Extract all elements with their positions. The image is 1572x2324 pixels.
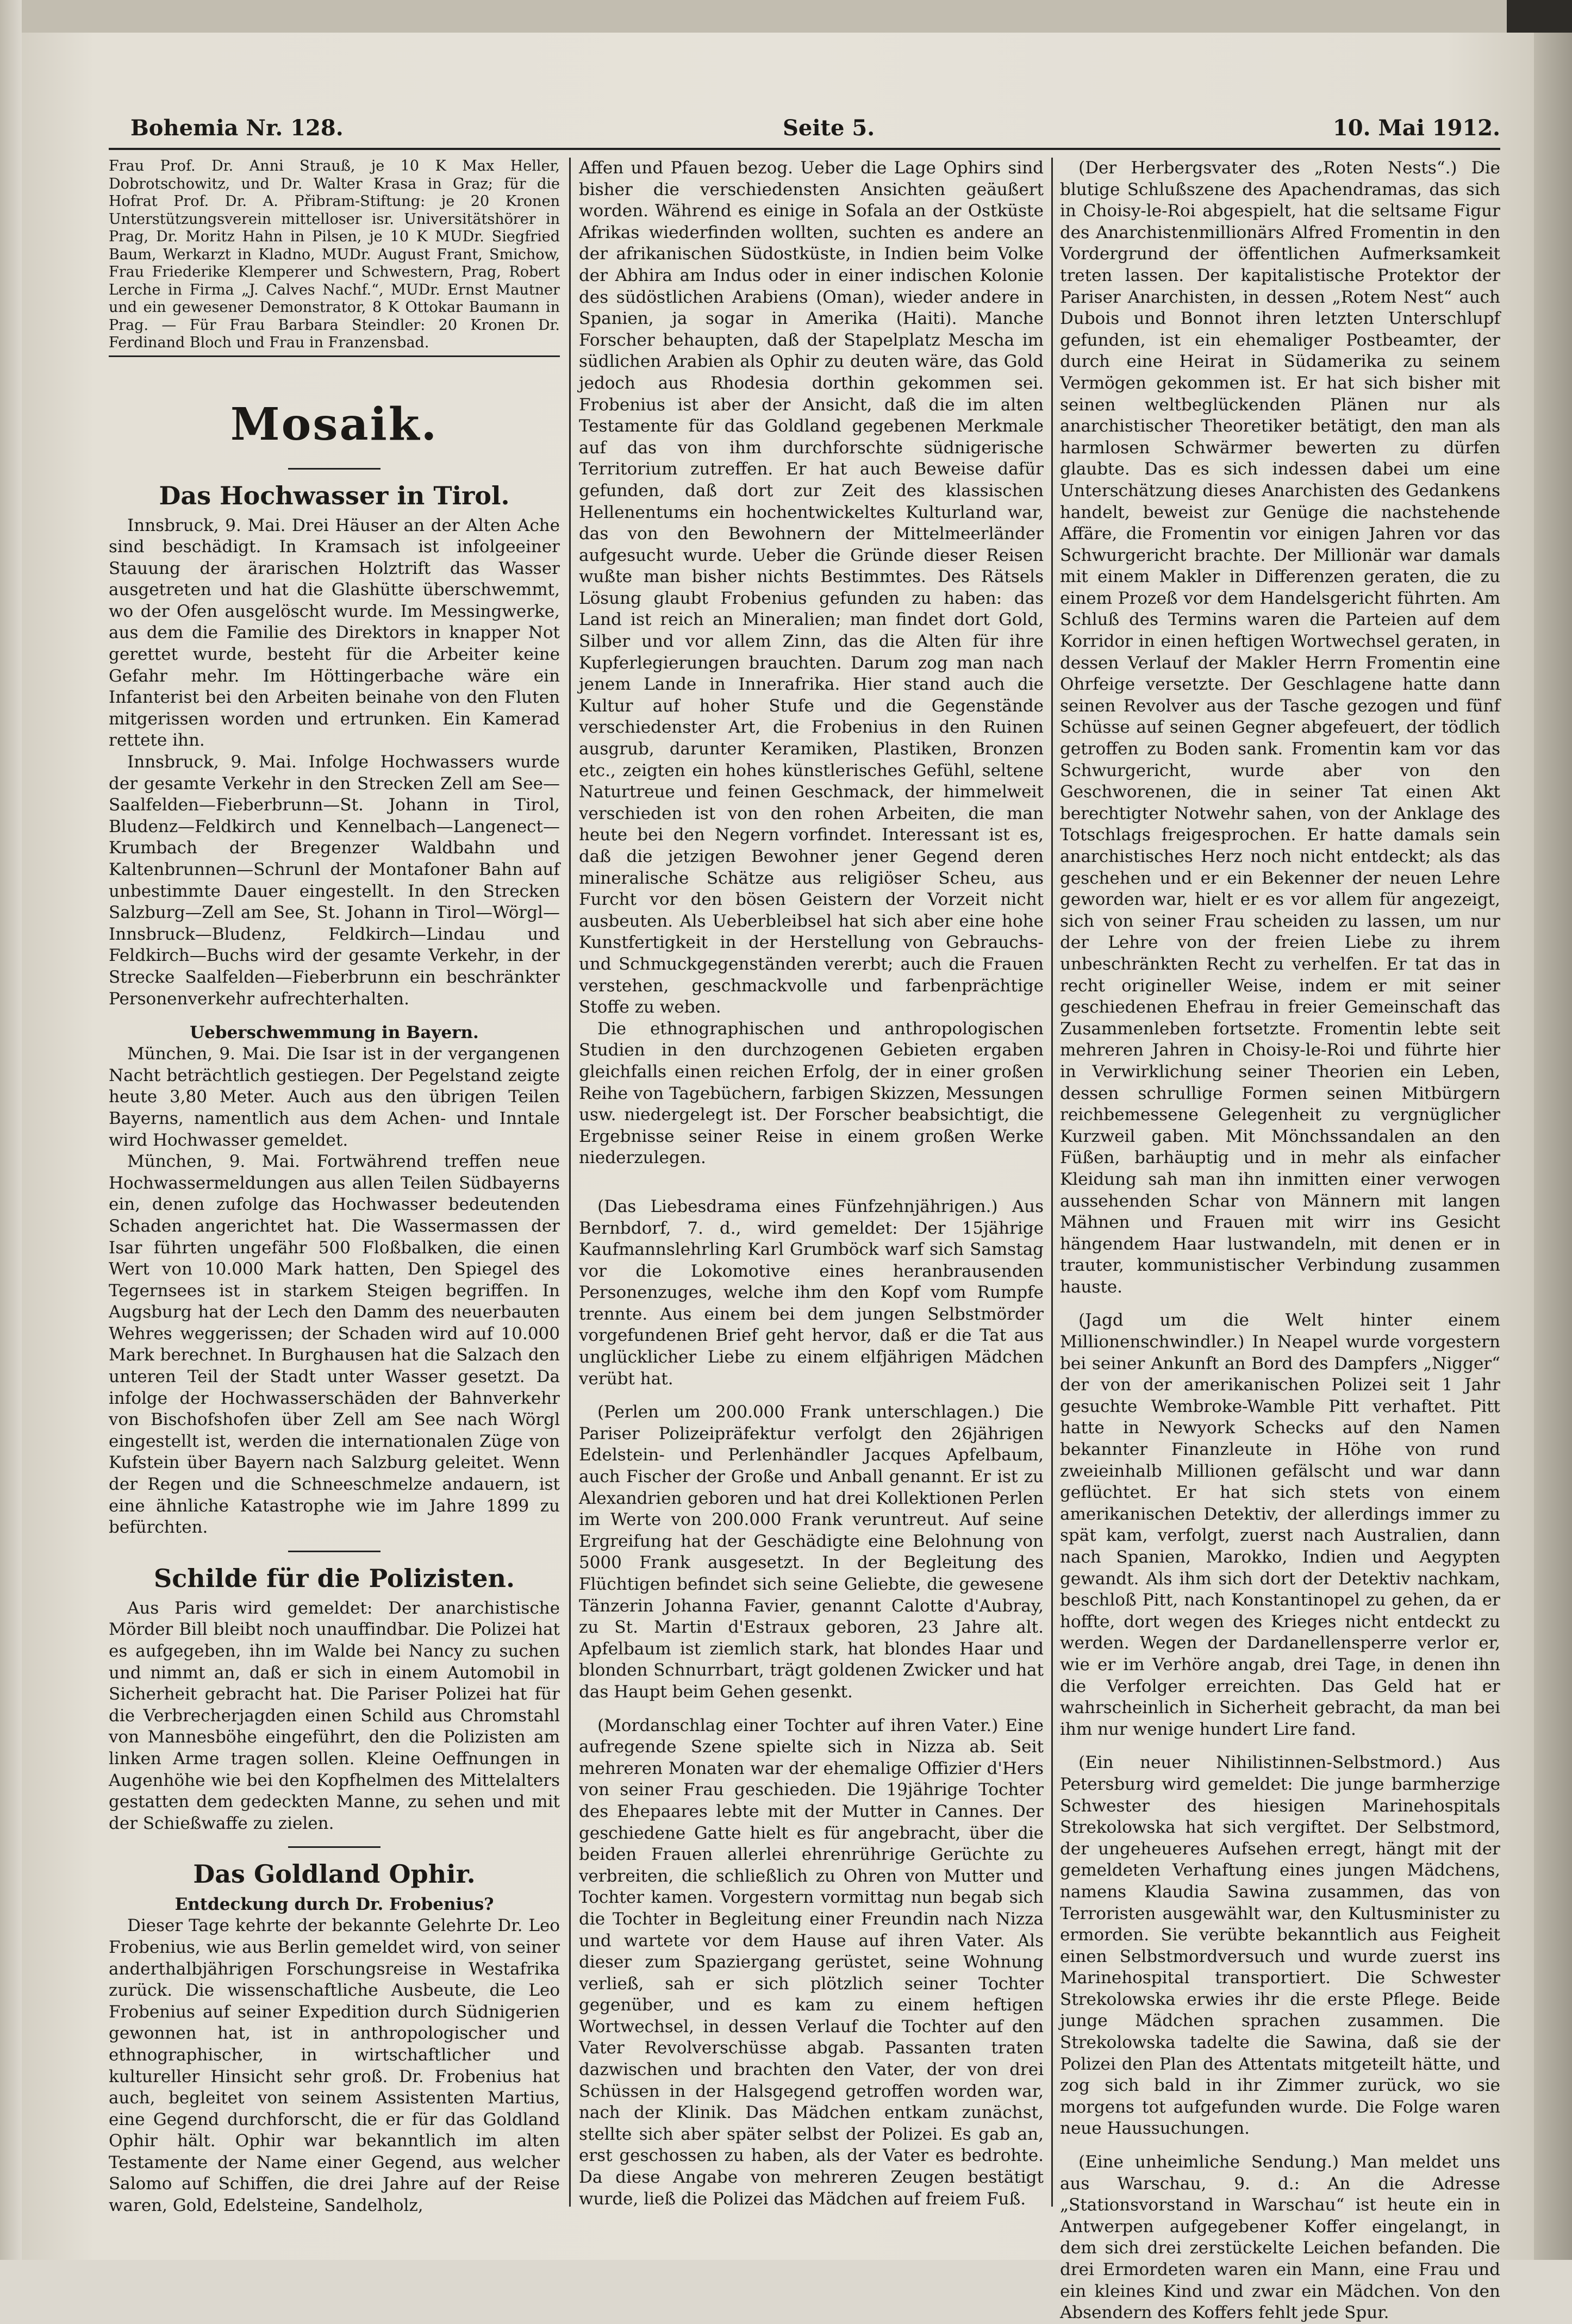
section-title-mosaik: Mosaik. [230, 398, 439, 451]
news-item-mordanschlag: (Mordanschlag einer Tochter auf ihren Vater.) Eine aufregende Szene spielte sich in Nizza ab. Seit mehreren Monaten war der ehemalige Offizier d'Hers von seiner Frau geschieden. Die 19jährige Tochter des Ehepaares lebte mit der Mutter in Cannes. Der geschiedene Gatte hielt es für angebracht, über die beiden Frauen allerlei ehrenrührige Gerüchte zu verbreiten, die schließlich zu Ohren von Mutter und Tochter kamen. Vorgestern vormittag nun begab sich die Tochter in Begleitung einer Freundin nach Nizza und wartete vor dem Hause auf ihren Vater. Als dieser zum Spaziergang gerüstet, seine Wohnung verließ, sah er sich plötzlich seiner Tochter gegenüber, und es kam zu einem heftigen Wortwechsel, in dessen Verlauf die Tochter auf den Vater Revolverschüsse abgab. Passanten traten dazwischen und brachten den Vater, der von drei Schüssen in der Halsgegend getroffen worden war, nach der Klinik. Das Mädchen entkam zunächst, stellte sich aber später selbst der Polizei. Es gab an, erst geschossen zu haben, als der Vater es bedrohte. Da diese Angabe von mehreren Zeugen bestätigt wurde, ließ die Polizei das Mädchen auf freiem Fuß. [579, 1715, 1044, 2209]
column-1 [109, 158, 560, 2216]
article-subtitle-ophir: Entdeckung durch Dr. Frobenius? [174, 1895, 494, 1915]
column-divider-2 [1051, 158, 1053, 2207]
column-divider-1 [569, 158, 571, 2207]
header-rule [109, 148, 1500, 150]
page-number: Seite 5. [783, 115, 875, 141]
column-2 [579, 158, 1044, 2223]
article-paragraph: Dieser Tage kehrte der bekannte Gelehrte Dr. Leo Frobenius, wie aus Berlin gemeldet wird, von seiner anderthalbjährigen Forschungsreise in Westafrika zurück. Die wissenschaftliche Ausbeute, die Leo Frobenius auf seiner Expedition durch Südnigerien gewonnen hat, ist in anthropologischer und ethnographischer, in wirtschaftlicher und kultureller Hinsicht sehr groß. Dr. Frobenius hat auch, begleitet von seinem Assistenten Martius, eine Gegend durchforscht, die er für das Goldland Ophir hält. Ophir war bekanntlich im alten Testamente der Name einer Gegend, aus welcher Salomo auf Schiffen, die drei Jahre auf der Reise waren, Gold, Edelsteine, Sandelholz, [109, 1916, 560, 2216]
article-paragraph: Aus Paris wird gemeldet: Der anarchistische Mörder Bill bleibt noch unauffindbar. Die Polizei hat es aufgegeben, ihn im Walde bei Nancy zu suchen und nimmt an, daß er sich in einem Automobil in Sicherheit gebracht hat. Die Pariser Polizei hat für die Verbrecherjagden einen Schild aus Chromstahl von Mannesböhe eingeführt, den die Polizisten am linken Arme tragen sollen. Kleine Oeffnungen in Augenhöhe wie bei den Kopfhelmen des Mittelalters gestatten dem gedeckten Manne, zu sehen und mit der Schießwaffe zu zielen. [109, 1598, 560, 1833]
article-paragraph: Innsbruck, 9. Mai. Infolge Hochwassers wurde der gesamte Verkehr in den Strecken Zell am See—Saalfelden—Fieberbrunn—St. Johann in Tirol, Bludenz—Feldkirch und Kennelbach—Langenect—Krumbach der Bregenzer Waldbahn und Kaltenbrunnen—Schrunl der Montafoner Bahn auf unbestimmte Dauer eingestellt. In den Strecken Salzburg—Zell am See, St. Johann in Tirol—Wörgl—Innsbruck—Bludenz, Feldkirch—Lindau und Feldkirch—Buchs wird der gesamte Verkehr, in der Strecke Saalfelden—Fieberbrunn ein beschränkter Personenverkehr aufrechterhalten. [109, 752, 560, 1009]
news-item-jagd: (Jagd um die Welt hinter einem Millionenschwindler.) In Neapel wurde vorgestern bei seiner Ankunft an Bord des Dampfers „Nigger“ der von der amerikanischen Polizei seit 1 Jahr gesuchte Wembroke-Wamble Pitt verhaftet. Pitt hatte in Newyork Schecks auf den Namen bekannter Finanzleute in Höhe von rund zweieinhalb Millionen gefälscht und war dann geflüchtet. Er hat sich stets von einem amerikanischen Detektiv, der allerdings immer zu spät kam, verfolgt, zuerst nach Australien, dann nach Spanien, Marokko, Indien und Aegypten gewandt. Als ihm sich dort der Detektiv nachkam, beschloß Pitt, nach Konstantinopel zu gehen, da er hoffte, dort wegen des Krieges nicht entdeckt zu werden. Wegen der Dardanellensperre verlor er, wie er im Verhöre angab, drei Tage, in denen ihn die Verfolger erreichten. Das Geld hat er wahrscheinlich in Sicherheit gebracht, da man bei ihm nur wenige hundert Lire fand. [1060, 1310, 1500, 1739]
news-item-herbergsvater: (Der Herbergsvater des „Roten Nests“.) Die blutige Schlußszene des Apachendramas, das sich in Choisy-le-Roi abgespielt, hat die seltsame Figur des Anarchistenmillionärs Alfred Fromentin in den Vordergrund der öffentlichen Aufmerksamkeit treten lassen. Der kapitalistische Protektor der Pariser Anarchisten, in dessen „Rotem Nest“ auch Dubois und Bonnot ihren letzten Unterschlupf gefunden, ist ein ehemaliger Postbeamter, der durch eine Heirat in Südamerika zu seinem Vermögen gekommen ist. Er hat sich bisher mit seinen weltbeglückenden Plänen nur als anarchistischer Theoretiker betätigt, den man als harmlosen Schwärmer bewerten zu dürfen glaubte. Das es sich indessen dabei um eine Unterschätzung dieses Anarchisten des Gedankens handelt, beweist zur Genüge die nachstehende Affäre, die Fromentin vor einigen Jahren vor das Schwurgericht brachte. Der Millionär war damals mit einem Makler in Differenzen geraten, die zu einem Prozeß vor dem Handelsgericht führten. Am Schluß des Termins waren die Parteien auf dem Korridor in einen heftigen Wortwechsel geraten, in dessen Verlauf der Makler Herrn Fromentin eine Ohrfeige versetzte. Der Geschlagene hatte dann seinen Revolver aus der Tasche gezogen und fünf Schüsse auf seinen Gegner abgefeuert, der tödlich getroffen zu Boden sank. Fromentin kam vor das Schwurgericht, wurde aber von den Geschworenen, die in seiner Tat einen Akt berechtigter Notwehr sahen, von der Anklage des Totschlags freigesprochen. Er hatte damals sein anarchistisches Herz noch nicht entdeckt; als das geschehen und er ein Bekenner der neuen Lehre geworden war, hielt er es vor allem für angezeigt, sich von seiner Frau scheiden zu lassen, um nur der Lehre von der freien Liebe zu ihrem unbeschränkten Recht zu verhelfen. Er tat das in recht origineller Weise, indem er mit seiner geschiedenen Ehefrau in freier Gemeinschaft das Zusammenleben fortsetzte. Fromentin lebte seit mehreren Jahren in Choisy-le-Roi und führte hier in Verwirklichung seiner Theorien ein Leben, dessen schrullige Formen seinen Mitbürgern reichbemessene Gelegenheit zu vergnüglicher Kurzweil gaben. Mit Mönchssandalen an den Füßen, barhäuptig und in mehr als einfacher Kleidung sah man ihn inmitten einer verwogen aussehenden Schar von Männern mit langen Mähnen und Frauen mit wirr ins Gesicht hängendem Haar lustwandeln, mit denen er in trauter, kommunistischer Verbindung zusammen hauste. [1060, 158, 1500, 1297]
scan-border-top [0, 0, 1572, 33]
donor-list: Frau Prof. Dr. Anni Strauß, je 10 K Max Heller, Dobrotschowitz, und Dr. Walter Krasa in Graz; für die Hofrat Prof. Dr. A. Přibram-Stiftung: je 20 Kronen Unterstützungsverein mittelloser isr. Universitätshörer in Prag, Dr. Moritz Hahn in Pilsen, je 10 K MUDr. Siegfried Baum, Werkarzt in Kladno, MUDr. August Frant, Smichow, Frau Friederike Klemperer und Schwestern, Prag, Robert Lerche in Firma „J. Calves Nachf.“, MUDr. Ernst Mautner und ein gewesener Demonstrator, 8 K Ottokar Baumann in Prag. — Für Frau Barbara Steindler: 20 Kronen Dr. Ferdinand Bloch und Frau in Franzensbad. [109, 158, 560, 357]
article-title-schilde: Schilde für die Polizisten. [154, 1563, 515, 1593]
divider [288, 1551, 380, 1552]
article-subtitle-bayern: Ueberschwemmung in Bayern. [190, 1023, 479, 1043]
article-title-hochwasser: Das Hochwasser in Tirol. [159, 480, 510, 510]
divider [288, 468, 380, 470]
news-item-nihilistin: (Ein neuer Nihilistinnen-Selbstmord.) Aus Petersburg wird gemeldet: Die junge barmherzige Schwester des hiesigen Marinehospitals Strekolowska hat sich vergiftet. Der Selbstmord, der ungeheueres Aufsehen erregt, hängt mit der gemeldeten Verhaftung eines jungen Mädchens, namens Klaudia Sawina zusammen, das von Terroristen ausgewählt war, den Kultusminister zu ermorden. Sie verübte bekanntlich aus Feigheit einen Selbstmordversuch und wurde zuerst ins Marinehospital transportiert. Die Schwester Strekolowska erwies ihr die erste Pflege. Beide junge Mädchen sprachen zusammen. Die Strekolowska tadelte die Sawina, daß sie der Polizei den Plan des Attentats mitgeteilt hätte, und zog sich bald in ihr Zimmer zurück, wo sie morgens tot aufgefunden wurde. Die Folge waren neue Haussuchungen. [1060, 1753, 1500, 2139]
news-item-liebesdrama: (Das Liebesdrama eines Fünfzehnjährigen.) Aus Bernbdorf, 7. d., wird gemeldet: Der 15jährige Kaufmannslehrling Karl Grumböck warf sich Samstag vor die Lokomotive eines heranbrausenden Personenzuges, welche ihm den Kopf vom Rumpfe trennte. Aus einem bei dem jungen Selbstmörder vorgefundenen Brief geht hervor, daß er die Tat aus unglücklicher Liebe zu einem elfjährigen Mädchen verübt hat. [579, 1196, 1044, 1389]
masthead-issue: Bohemia Nr. 128. [130, 115, 344, 141]
scan-corner-shadow [1507, 0, 1572, 33]
news-item-sendung: (Eine unheimliche Sendung.) Man meldet uns aus Warschau, 9. d.: An die Adresse „Stationsvorstand in Warschau“ ist heute ein in Antwerpen aufgegebener Koffer eingelangt, in dem sich drei zerstückelte Leichen befanden. Die drei Ermordeten waren ein Mann, eine Frau und ein kleines Kind und zwar ein Mädchen. Von den Absendern des Koffers fehlt jede Spur. [1060, 2152, 1500, 2323]
scan-border-right [1534, 0, 1572, 2260]
article-paragraph: München, 9. Mai. Fortwährend treffen neue Hochwassermeldungen aus allen Teilen Südbayerns ein, denen zufolge das Hochwasser bedeutenden Schaden angerichtet hat. Die Wassermassen der Isar führten ungefähr 500 Floßbalken, die einen Wert von 10.000 Mark hatten, Den Spiegel des Tegernsees ist in starkem Steigen begriffen. In Augsburg hat der Lech den Damm des neuerbauten Wehres weggerissen; der Schaden wird auf 10.000 Mark berechnet. In Burghausen hat die Salzach den unteren Teil der Stadt unter Wasser gesetzt. Da infolge der Hochwasserschäden der Bahnverkehr von Bischofshofen über Zell am See nach Wörgl eingestellt ist, werden die internationalen Züge von Kufstein über Bayern nach Salzburg geleitet. Wenn der Regen und die Schneeschmelze andauern, ist eine ähnliche Katastrophe wie im Jahre 1899 zu befürchten. [109, 1152, 560, 1538]
article-paragraph: Die ethnographischen und anthropologischen Studien in den durchzogenen Gebieten ergaben gleichfalls einen reichen Erfolg, der in einer großen Reihe von Tagebüchern, farbigen Skizzen, Messungen usw. niedergelegt ist. Der Forscher beabsichtigt, die Ergebnisse seiner Reise in einem großen Werke niederzulegen. [579, 1019, 1044, 1168]
article-paragraph: Affen und Pfauen bezog. Ueber die Lage Ophirs sind bisher die verschiedensten Ansichten geäußert worden. Während es einige in Sofala an der Ostküste Afrikas wiederfinden wollten, suchten es andere an der afrikanischen Südostküste, in Indien beim Volke der Abhira am Indus oder in einer indischen Kolonie des südöstlichen Arabiens (Oman), wieder andere in Spanien, ja sogar in Amerika (Haiti). Manche Forscher behaupten, daß der Stapelplatz Mescha im südlichen Arabien als Ophir zu deuten wäre, das Gold jedoch aus Rhodesia dorthin gekommen sei. Frobenius ist aber der Ansicht, daß die im alten Testamente für das Goldland gegebenen Merkmale auf das von ihm durchforschte südnigerische Territorium zutreffen. Er hat auch Beweise dafür gefunden, daß dort zur Zeit des klassischen Hellenentums ein hochentwickeltes Kulturland war, das von den Bewohnern der Mittelmeerländer aufgesucht wurde. Ueber die Gründe dieser Reisen wußte man bisher nichts Bestimmtes. Des Rätsels Lösung glaubt Frobenius gefunden zu haben: das Land ist reich an Mineralien; man findet dort Gold, Silber und vor allem Zinn, das die Alten für ihre Kupferlegierungen brauchten. Darum zog man nach jenem Lande in Innerafrika. Hier stand auch die Kultur auf hoher Stufe und die Gegenstände verschiedenster Art, die Frobenius in den Ruinen ausgrub, darunter Keramiken, Plastiken, Bronzen etc., zeigten ein hohes künstlerisches Gefühl, seltene Naturtreue und feinen Geschmack, der himmelweit verschieden ist von den rohen Arbeiten, die man heute bei den Negern vorfindet. Interessant ist es, daß die jetzigen Bewohner jener Gegend deren mineralische Schätze aus religiöser Scheu, aus Furcht vor den bösen Geistern der Vorzeit nicht ausbeuten. Als Ueberbleibsel hat sich aber eine hohe Kunstfertigkeit in der Herstellung von Gebrauchs- und Schmuckgegenständen vererbt; auch die Frauen verstehen, geschmackvolle und farbenprächtige Stoffe zu weben. [579, 158, 1044, 1017]
article-title-ophir: Das Goldland Ophir. [193, 1859, 476, 1889]
issue-date: 10. Mai 1912. [1332, 115, 1500, 141]
article-paragraph: München, 9. Mai. Die Isar ist in der vergangenen Nacht beträchtlich gestiegen. Der Pegelstand zeigte heute 3,80 Meter. Auch aus den übrigen Teilen Bayerns, namentlich aus dem Achen- und Inntale wird Hochwasser gemeldet. [109, 1044, 560, 1150]
column-3 [1060, 158, 1500, 2323]
page-header [130, 115, 1500, 146]
article-paragraph: Innsbruck, 9. Mai. Drei Häuser an der Alten Ache sind beschädigt. In Kramsach ist infolgeeiner Stauung der ärarischen Holztrift das Wasser ausgetreten und hat die Glashütte überschwemmt, wo der Ofen ausgelöscht wurde. Im Messingwerke, aus dem die Familie des Direktors in knapper Not gerettet wurde, besteht für die Arbeiter keine Gefahr mehr. Im Höttingerbache wäre ein Infanterist bei den Arbeiten beinahe von den Fluten mitgerissen worden und ertrunken. Ein Kamerad rettete ihn. [109, 515, 560, 751]
news-item-perlen: (Perlen um 200.000 Frank unterschlagen.) Die Pariser Polizeipräfektur verfolgt den 26jährigen Edelstein- und Perlenhändler Jacques Apfelbaum, auch Fischer der Große und Anball genannt. Er ist zu Alexandrien geboren und hat drei Kollektionen Perlen im Werte von 200.000 Frank veruntreut. Auf seine Ergreifung hat der Geschädigte eine Belohnung von 5000 Frank ausgesetzt. In der Begleitung des Flüchtigen befindet sich seine Geliebte, die gewesene Tänzerin Johanna Favier, genannt Calotte d'Aubray, zu St. Martin d'Estraux geboren, 23 Jahre alt. Apfelbaum ist ziemlich stark, hat blondes Haar und blonden Schnurrbart, trägt goldenen Zwicker und hat das Haupt beim Gehen gesenkt. [579, 1402, 1044, 1702]
scan-border-left [0, 0, 22, 2260]
divider [288, 1846, 380, 1848]
